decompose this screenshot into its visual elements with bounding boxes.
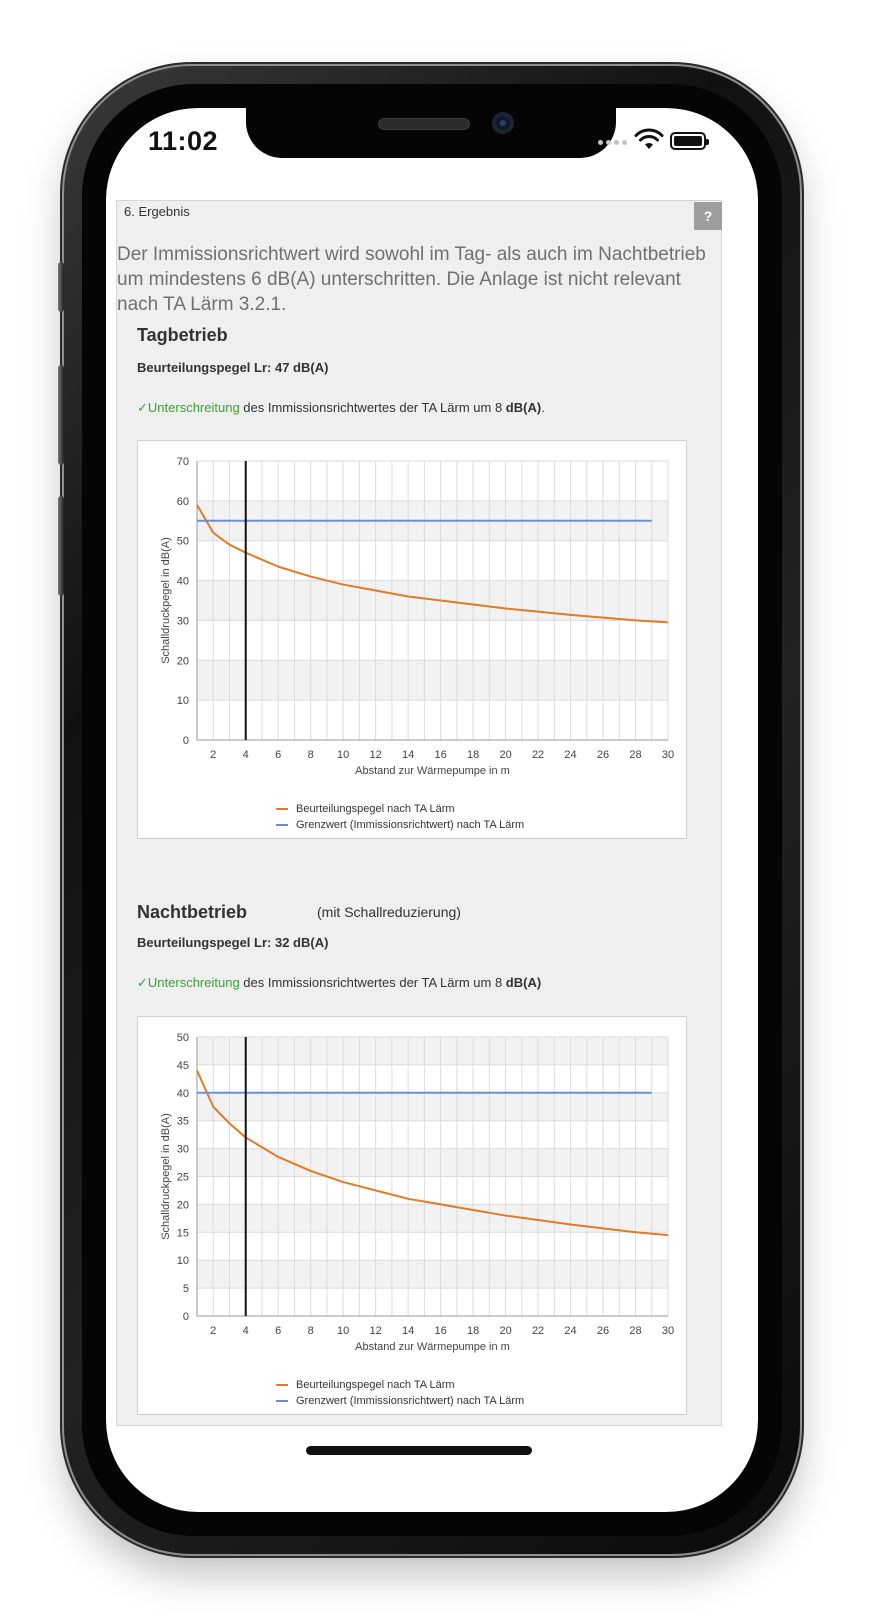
grid-band xyxy=(197,660,668,700)
y-tick-label: 35 xyxy=(176,1115,189,1128)
tag-chart xyxy=(137,440,687,839)
x-tick-label: 20 xyxy=(499,1325,512,1337)
volume-down-button xyxy=(58,496,64,596)
y-tick-label: 40 xyxy=(176,1087,189,1100)
wifi-icon xyxy=(634,128,664,152)
x-tick-label: 20 xyxy=(499,749,512,761)
speaker-grille xyxy=(378,118,470,130)
x-tick-label: 2 xyxy=(210,749,217,761)
x-tick-label: 22 xyxy=(531,749,545,761)
y-tick-label: 50 xyxy=(176,535,189,548)
check-icon: ✓ xyxy=(137,400,148,415)
x-tick-label: 26 xyxy=(596,1325,610,1337)
nacht-legend-series-1: Beurteilungspegel nach TA Lärm xyxy=(296,1379,455,1391)
x-tick-label: 30 xyxy=(661,1325,675,1337)
y-tick-label: 50 xyxy=(176,1032,189,1044)
y-tick-label: 10 xyxy=(176,1255,189,1268)
help-button[interactable]: ? xyxy=(694,202,722,230)
home-indicator[interactable] xyxy=(306,1446,532,1455)
legend-swatch-orange xyxy=(276,808,288,810)
notch xyxy=(246,108,616,158)
y-axis-label: Schalldruckpegel in dB(A) xyxy=(160,537,172,664)
x-tick-label: 10 xyxy=(337,1325,350,1337)
y-tick-label: 10 xyxy=(176,695,189,708)
x-tick-label: 8 xyxy=(307,1325,314,1337)
x-tick-label: 6 xyxy=(275,1325,282,1337)
x-tick-label: 12 xyxy=(369,1325,382,1337)
x-tick-label: 24 xyxy=(564,749,577,761)
x-axis-label: Abstand zur Wärmepumpe in m xyxy=(355,765,510,777)
nacht-level: Beurteilungspegel Lr: 32 dB(A) xyxy=(137,935,329,950)
x-tick-label: 28 xyxy=(629,1325,642,1337)
y-axis-label: Schalldruckpegel in dB(A) xyxy=(160,1113,172,1240)
x-tick-label: 12 xyxy=(369,749,382,761)
x-tick-label: 2 xyxy=(210,1325,217,1337)
tag-level: Beurteilungspegel Lr: 47 dB(A) xyxy=(137,360,329,375)
x-tick-label: 4 xyxy=(242,749,249,761)
grid-band xyxy=(197,1037,668,1065)
y-tick-label: 30 xyxy=(176,615,189,628)
legend-swatch-blue xyxy=(276,1400,288,1402)
status-time: 11:02 xyxy=(148,126,219,156)
grid-band xyxy=(197,1260,668,1288)
y-tick-label: 25 xyxy=(176,1171,189,1184)
y-tick-label: 40 xyxy=(176,575,189,588)
tag-check-text: des Immissionsrichtwertes der TA Lärm um 8 xyxy=(239,400,506,415)
nacht-section-title: Nachtbetrieb xyxy=(137,902,248,922)
grid-band xyxy=(197,1093,668,1121)
grid-band xyxy=(197,1149,668,1177)
nacht-legend-series-2: Grenzwert (Immissionsrichtwert) nach TA Lärm xyxy=(296,1395,525,1407)
result-summary: Der Immissionsrichtwert wird sowohl im Tag- als auch im Nachtbetrieb um mindestens 6 dB(A) unterschritten. Die Anlage ist nicht relevant nach TA Lärm 3.2.1. xyxy=(117,244,706,315)
nacht-chart xyxy=(137,1016,687,1415)
volume-up-button xyxy=(58,365,64,465)
tag-check-tail: . xyxy=(541,400,545,415)
y-tick-label: 30 xyxy=(176,1143,189,1156)
x-tick-label: 6 xyxy=(275,749,282,761)
x-tick-label: 16 xyxy=(434,1325,447,1337)
panel-title: 6. Ergebnis xyxy=(124,204,190,219)
legend-swatch-orange xyxy=(276,1384,288,1386)
nacht-check-line xyxy=(137,975,541,991)
x-tick-label: 28 xyxy=(629,749,642,761)
x-tick-label: 14 xyxy=(402,1325,415,1337)
tag-legend-series-1: Beurteilungspegel nach TA Lärm xyxy=(296,803,455,815)
y-tick-label: 70 xyxy=(176,456,189,468)
y-tick-label: 15 xyxy=(176,1227,189,1240)
y-tick-label: 20 xyxy=(176,655,189,668)
nacht-section-subtitle: (mit Schallreduzierung) xyxy=(317,904,461,920)
signal-strength-icon xyxy=(598,140,627,145)
tag-check-line xyxy=(137,400,545,416)
x-tick-label: 18 xyxy=(466,1325,480,1337)
nacht-check-text: des Immissionsrichtwertes der TA Lärm um 8 xyxy=(239,975,506,990)
x-tick-label: 30 xyxy=(661,749,675,761)
tag-chart-svg xyxy=(138,441,688,840)
tag-legend-series-2: Grenzwert (Immissionsrichtwert) nach TA Lärm xyxy=(296,819,525,831)
y-tick-label: 5 xyxy=(182,1283,189,1296)
tag-section-title: Tagbetrieb xyxy=(137,325,228,345)
mute-switch xyxy=(58,262,64,312)
x-tick-label: 10 xyxy=(337,749,350,761)
tag-chart-legend xyxy=(138,801,524,833)
nacht-check-value: dB(A) xyxy=(505,975,542,990)
battery-icon xyxy=(670,132,706,150)
y-tick-label: 0 xyxy=(182,1311,189,1323)
x-tick-label: 26 xyxy=(596,749,610,761)
front-camera-icon xyxy=(492,112,514,134)
y-tick-label: 60 xyxy=(176,495,189,508)
nacht-chart-legend xyxy=(138,1377,524,1409)
x-tick-label: 4 xyxy=(242,1325,249,1337)
x-tick-label: 16 xyxy=(434,749,447,761)
x-tick-label: 22 xyxy=(531,1325,545,1337)
y-tick-label: 20 xyxy=(176,1199,189,1212)
x-axis-label: Abstand zur Wärmepumpe in m xyxy=(355,1341,510,1353)
tag-check-word: Unterschreitung xyxy=(147,400,240,415)
tag-check-value: dB(A) xyxy=(505,400,542,415)
nacht-chart-svg xyxy=(138,1017,688,1416)
y-tick-label: 0 xyxy=(182,735,189,747)
nacht-check-word: Unterschreitung xyxy=(147,975,240,990)
check-icon: ✓ xyxy=(137,975,148,990)
x-tick-label: 8 xyxy=(307,749,314,761)
y-tick-label: 45 xyxy=(176,1059,189,1072)
x-tick-label: 24 xyxy=(564,1325,577,1337)
x-tick-label: 14 xyxy=(402,749,415,761)
x-tick-label: 18 xyxy=(466,749,480,761)
legend-swatch-blue xyxy=(276,824,288,826)
